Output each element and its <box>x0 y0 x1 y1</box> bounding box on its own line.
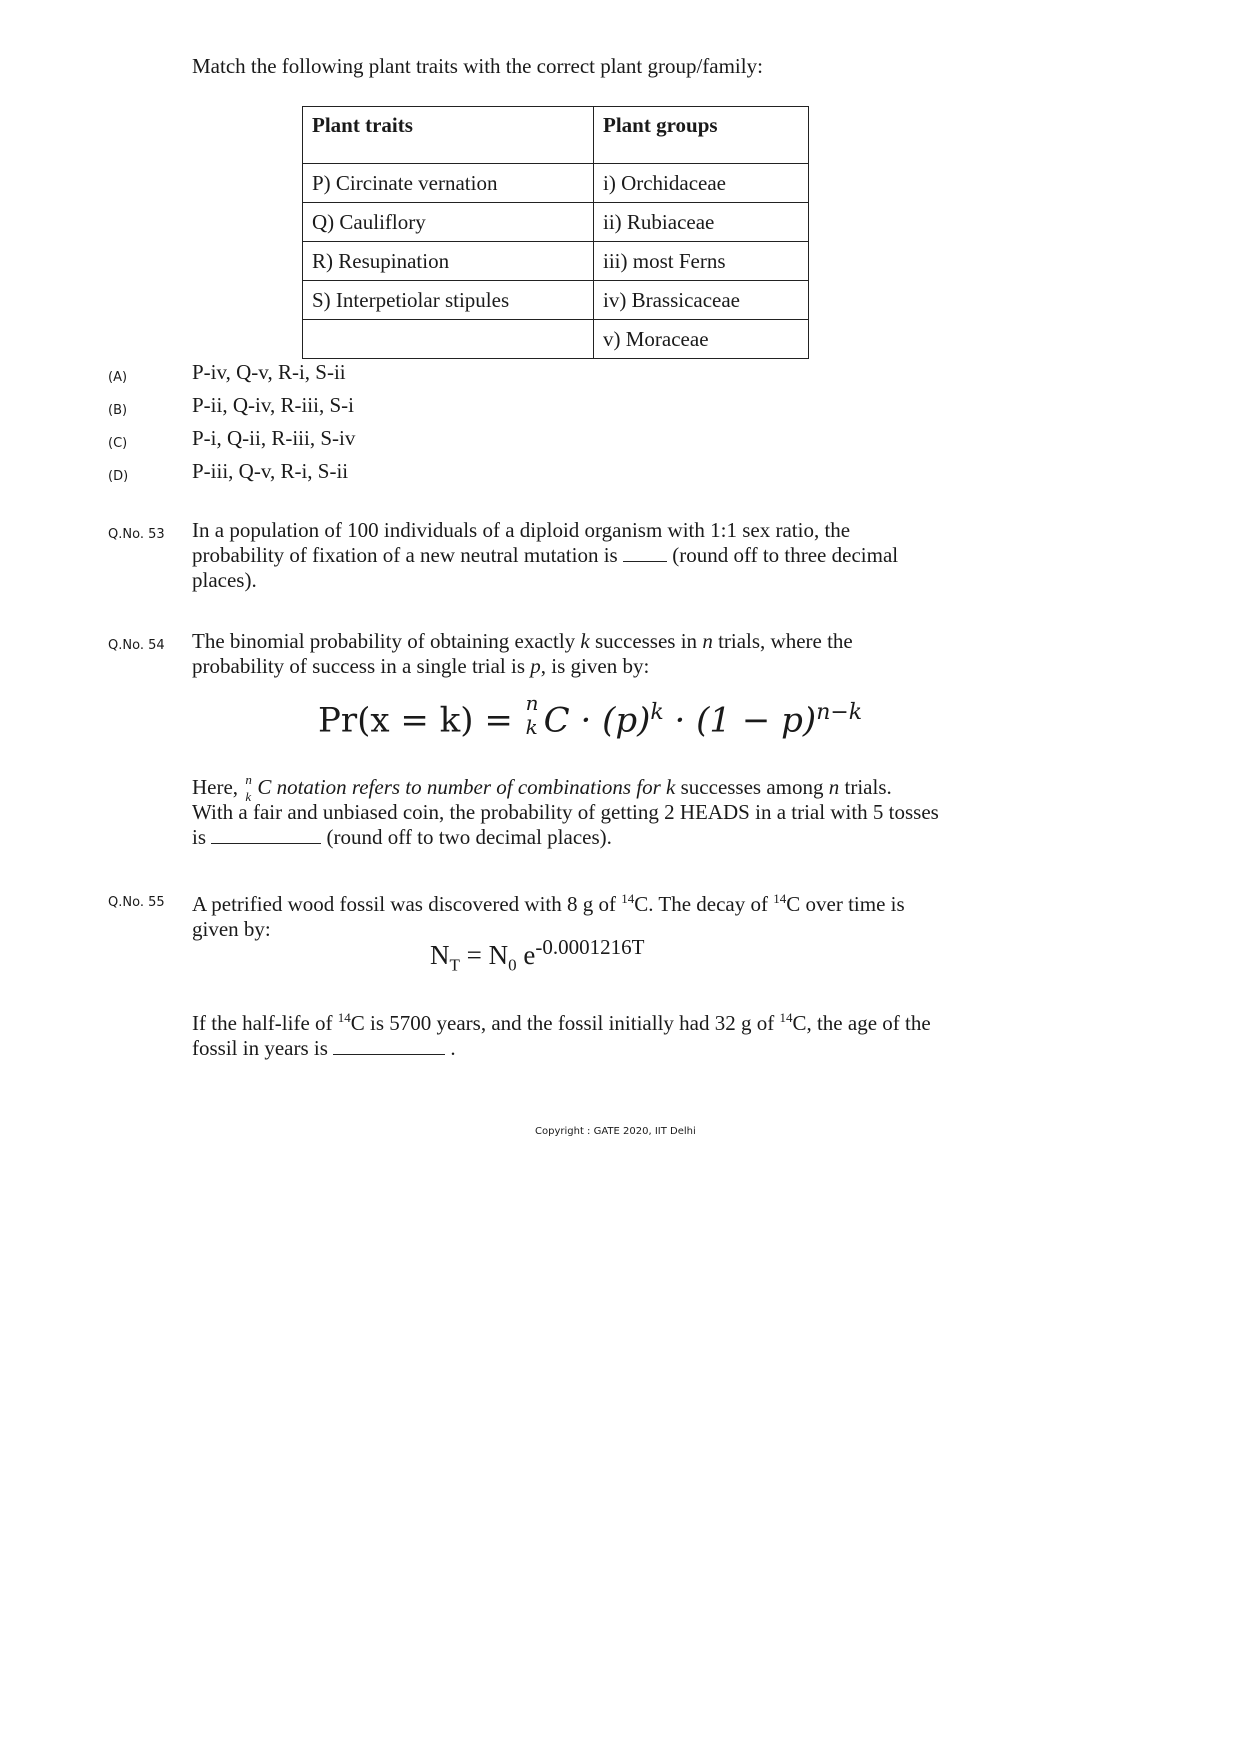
q54-text-part: trials, where the probability of success in a single trial is <box>192 629 853 678</box>
answer-blank <box>333 1036 445 1055</box>
q54-var-p: p <box>530 654 541 678</box>
group-cell: i) Orchidaceae <box>594 164 809 203</box>
q54-text-part: (round off to two decimal places). <box>326 825 612 849</box>
q55-text-part: C is 5700 years, and the fossil initially had 32 g of <box>350 1011 775 1035</box>
q54-var-n: n <box>828 775 840 799</box>
formula-lhs: Pr(x = k) = <box>318 700 524 741</box>
q53-text-part: In a population of 100 individuals of a diploid organism with 1:1 sex ratio, the probability of fixation of a new neutral mutation is <box>192 518 851 567</box>
trait-cell <box>303 320 594 359</box>
table-row <box>303 164 809 203</box>
formula-eq: = N <box>459 940 509 970</box>
q54-text-part: successes among <box>680 775 824 799</box>
decay-formula <box>430 935 644 975</box>
combination-symbol <box>524 691 544 740</box>
option-b-label: (B) <box>108 403 128 418</box>
q54-var-n: n <box>702 629 713 653</box>
comb-n: n <box>525 691 539 716</box>
combination-symbol-inline <box>243 772 259 804</box>
question-number-55: Q.No. 55 <box>108 895 165 910</box>
option-d-text: P-iii, Q-v, R-i, S-ii <box>192 459 349 483</box>
comb-k: k <box>525 715 538 740</box>
answer-blank <box>211 825 321 844</box>
q54-text-part: The binomial probability of obtaining exactly <box>192 629 576 653</box>
formula-exp-nk: n−k <box>816 700 863 725</box>
trait-cell: Q) Cauliflory <box>303 203 594 242</box>
answer-blank <box>623 543 667 562</box>
formula-sub-0: 0 <box>508 955 517 975</box>
match-table <box>302 106 809 359</box>
q54-text-part: , is given by: <box>540 654 650 678</box>
option-a-text: P-iv, Q-v, R-i, S-ii <box>192 360 346 384</box>
q55-text-part: C over time is given by: <box>192 892 905 941</box>
option-b-text: P-ii, Q-iv, R-iii, S-i <box>192 393 354 417</box>
q54-var-k: k <box>666 775 676 799</box>
question-54-text-2 <box>192 772 952 850</box>
formula-n: N <box>430 940 450 970</box>
group-cell: ii) Rubiaceae <box>594 203 809 242</box>
formula-sub-t: T <box>449 955 460 975</box>
group-cell: v) Moraceae <box>594 320 809 359</box>
option-d-label: (D) <box>108 469 129 484</box>
formula-rest: · (1 − p) <box>663 700 817 741</box>
q55-text-part: . <box>450 1036 456 1060</box>
q54-text-part: trials. <box>844 775 892 799</box>
q54-text-part: successes in <box>595 629 698 653</box>
table-row <box>303 320 809 359</box>
trait-cell: R) Resupination <box>303 242 594 281</box>
question-55-text-2 <box>192 1005 932 1061</box>
table-row <box>303 203 809 242</box>
q54-text-part: Here, <box>192 775 239 799</box>
q55-text-part: If the half-life of <box>192 1011 333 1035</box>
option-a-label: (A) <box>108 370 128 385</box>
table-row <box>303 242 809 281</box>
question-intro: Match the following plant traits with the correct plant group/family: <box>192 54 763 78</box>
isotope-superscript: 14 <box>773 891 787 906</box>
question-number-54: Q.No. 54 <box>108 638 165 653</box>
isotope-superscript: 14 <box>337 1010 351 1025</box>
q55-text-part: A petrified wood fossil was discovered with 8 g of <box>192 892 617 916</box>
q54-text-part: With a fair and unbiased coin, the probability of getting 2 HEADS in a trial with 5 tosses is <box>192 800 939 849</box>
comb-k: k <box>245 789 252 804</box>
group-cell: iii) most Ferns <box>594 242 809 281</box>
isotope-superscript: 14 <box>621 891 635 906</box>
isotope-superscript: 14 <box>779 1010 793 1025</box>
comb-n: n <box>245 772 252 787</box>
question-53-text <box>192 518 932 593</box>
header-plant-traits: Plant traits <box>303 107 594 164</box>
trait-cell: P) Circinate vernation <box>303 164 594 203</box>
option-c-text: P-i, Q-ii, R-iii, S-iv <box>192 426 356 450</box>
question-54-text <box>192 629 932 679</box>
table-row <box>303 281 809 320</box>
q55-text-part: C, the age of the fossil in years is <box>192 1011 931 1060</box>
group-cell: iv) Brassicaceae <box>594 281 809 320</box>
q55-text-part: C. The decay of <box>634 892 768 916</box>
q53-text-part: (round off to three decimal places). <box>192 543 899 592</box>
table-header-row <box>303 107 809 164</box>
formula-mid: C · (p) <box>543 700 651 741</box>
formula-exp-k: k <box>650 700 664 725</box>
formula-exponent: -0.0001216T <box>535 935 645 959</box>
q54-var-k: k <box>580 629 590 653</box>
q54-text-part: C notation refers to number of combinations for <box>257 775 661 799</box>
copyright-footer: Copyright : GATE 2020, IIT Delhi <box>535 1126 696 1137</box>
formula-e: e <box>516 940 536 970</box>
binomial-formula <box>318 691 863 741</box>
trait-cell: S) Interpetiolar stipules <box>303 281 594 320</box>
question-55-text <box>192 886 932 942</box>
question-number-53: Q.No. 53 <box>108 527 165 542</box>
header-plant-groups: Plant groups <box>594 107 809 164</box>
option-c-label: (C) <box>108 436 128 451</box>
